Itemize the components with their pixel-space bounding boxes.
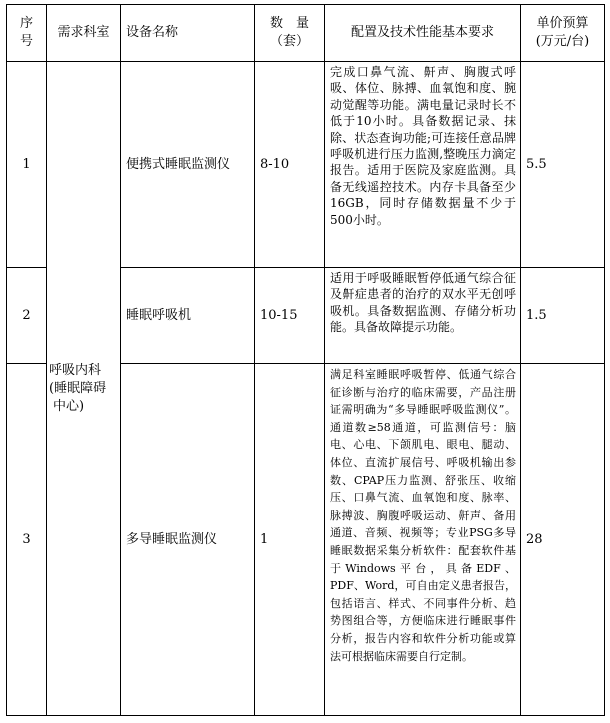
row-quantity: 10-15	[255, 268, 325, 364]
row-price: 1.5	[521, 268, 605, 364]
department-cell	[47, 62, 121, 716]
header-department: 需求科室	[47, 5, 121, 62]
header-price-line1: 单价预算	[536, 16, 589, 31]
equipment-requirements-table	[6, 4, 605, 716]
header-spec: 配置及技术性能基本要求	[325, 5, 521, 62]
row-spec: 完成口鼻气流、鼾声、胸腹式呼吸、体位、脉搏、血氧饱和度、腕动觉醒等功能。满电量记录时长不低于10小时。具备数据记录、抹除、状态查询功能;可连接任意品牌呼吸机进行压力监测,整晚压力滴定报告。适用于医院及家庭监测。具备无线遥控技术。内存卡具备至少16GB，同时存储数据量不少于500小时。	[325, 62, 521, 268]
table-row	[7, 62, 605, 268]
header-price	[521, 5, 605, 62]
row-quantity: 8-10	[255, 62, 325, 268]
department-line2: (睡眠障碍	[49, 380, 107, 396]
row-price: 5.5	[521, 62, 605, 268]
row-quantity: 1	[255, 364, 325, 716]
header-price-line2: (万元/台)	[535, 34, 590, 49]
row-device-name: 便携式睡眠监测仪	[121, 62, 255, 268]
header-seq-line1: 序	[19, 16, 33, 31]
department-line1: 呼吸内科	[49, 362, 102, 378]
header-device-name: 设备名称	[121, 5, 255, 62]
header-quantity-line1: 数 量	[269, 16, 309, 31]
row-spec: 适用于呼吸睡眠暂停低通气综合征及鼾症患者的治疗的双水平无创呼吸机。具备数据监测、存储分析功能。具备故障提示功能。	[325, 268, 521, 364]
row-device-name: 睡眠呼吸机	[121, 268, 255, 364]
header-row	[7, 5, 605, 62]
row-price: 28	[521, 364, 605, 716]
row-seq: 3	[7, 364, 47, 716]
header-seq	[7, 5, 47, 62]
row-spec: 满足科室睡眠呼吸暂停、低通气综合征诊断与治疗的临床需要，产品注册证需明确为“多导睡眠呼吸监测仪”。通道数≥58通道，可监测信号：脑电、心电、下颌肌电、眼电、腿动、体位、直流扩展信号、呼吸机输出参数、CPAP压力监测、舒张压、收缩压、口鼻气流、血氧饱和度、脉率、脉搏波、胸腹呼吸运动、鼾声、备用通道、音频、视频等；专业PSG多导睡眠数据采集分析软件：配套软件基于Windows平台，具备EDF、PDF、Word，可自由定义患者报告，包括语言、样式、不同事件分析、趋势图组合等，方便临床进行睡眠事件分析，报告内容和软件分析功能或算法可根据临床需要自行定制。	[325, 364, 521, 716]
header-quantity	[255, 5, 325, 62]
header-seq-line2: 号	[19, 34, 33, 49]
row-seq: 2	[7, 268, 47, 364]
row-device-name: 多导睡眠监测仪	[121, 364, 255, 716]
department-line3: 中心)	[53, 398, 85, 414]
header-quantity-line2: （套）	[269, 34, 309, 49]
row-seq: 1	[7, 62, 47, 268]
